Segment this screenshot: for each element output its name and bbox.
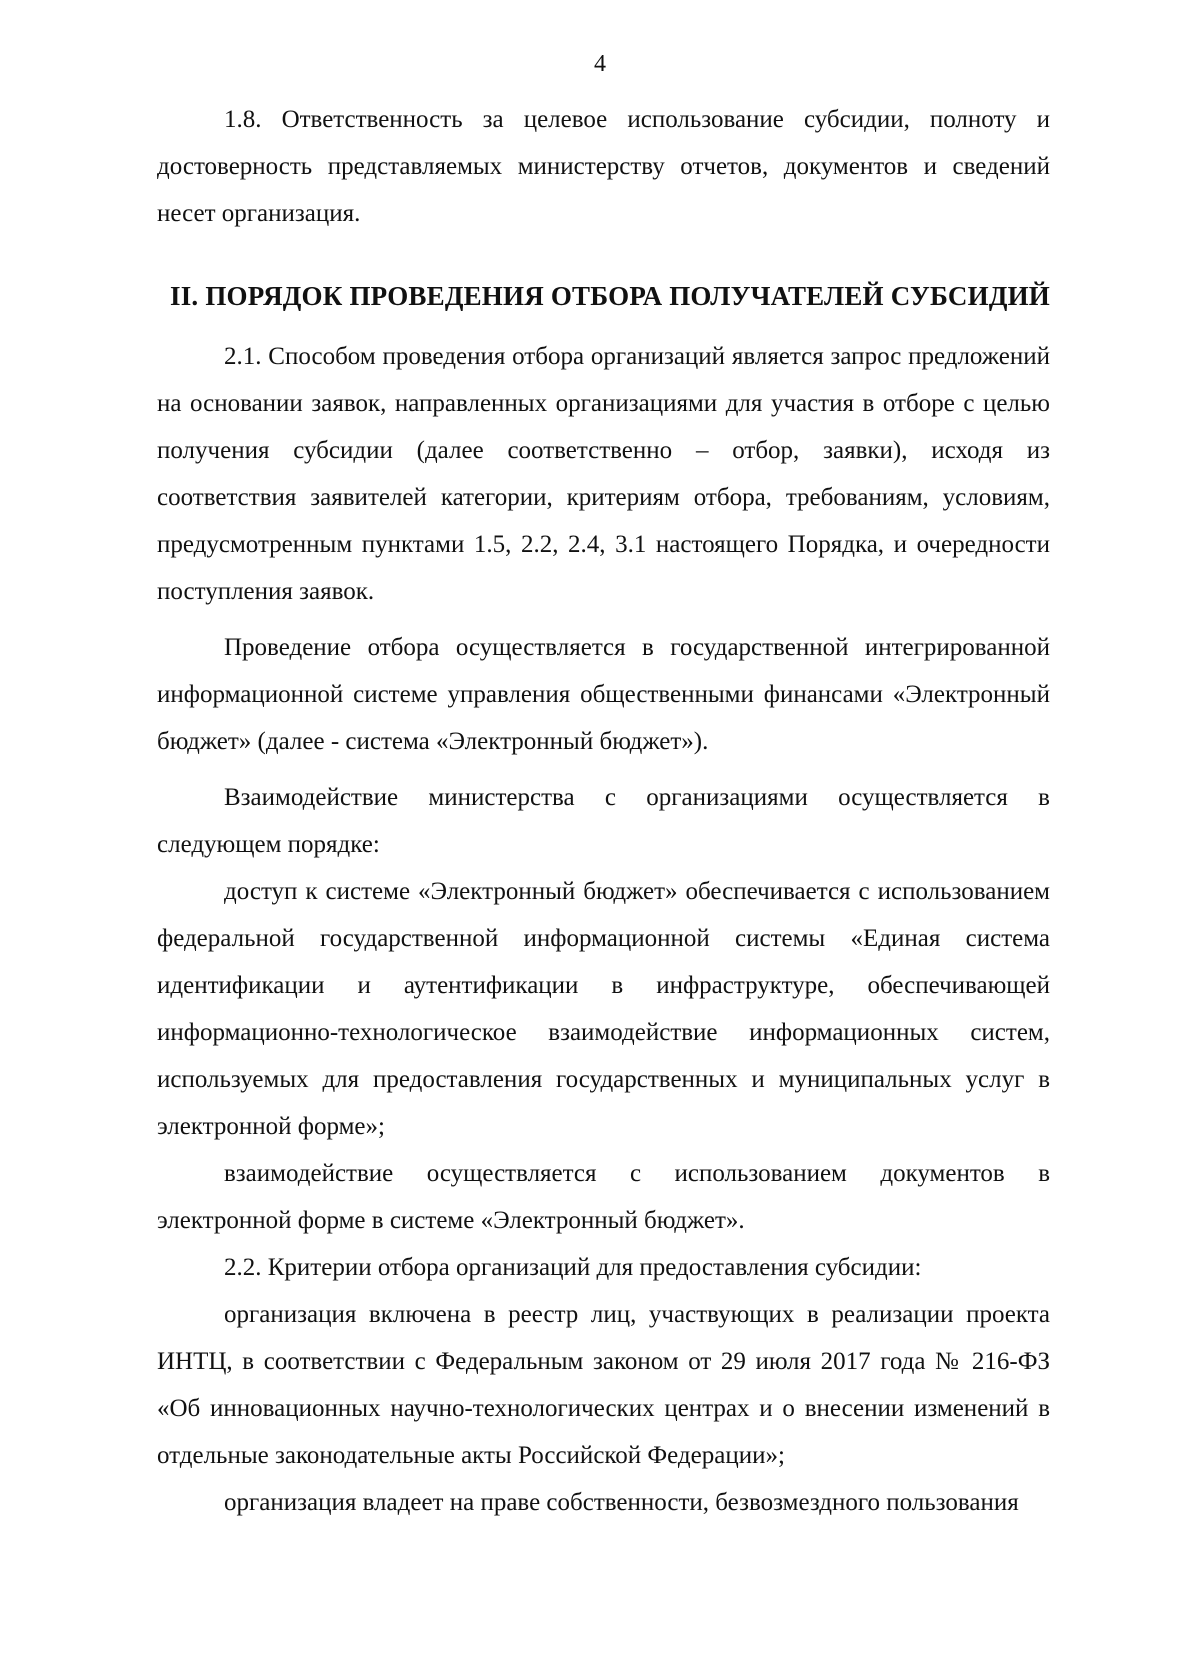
section-2-text: [157, 333, 1050, 1526]
paragraph-access: доступ к системе «Электронный бюджет» обеспечивается с использованием федеральной государственной информационной системы «Единая система идентификации и аутентификации в инфраструктуре, обеспечивающей информационно-технологическое взаимодействие информационных систем, используемых для предоставления государственных и муниципальных услуг в электронной форме»;: [157, 878, 1050, 1140]
paragraph-ownership: организация владеет на праве собственности, безвозмездного пользования: [224, 1489, 1019, 1516]
paragraph-2-2: 2.2. Критерии отбора организаций для предоставления субсидии:: [224, 1254, 922, 1281]
section-1-text: [157, 96, 1050, 237]
paragraph-2-1: 2.1. Способом проведения отбора организаций является запрос предложений на основании заявок, направленных организациями для участия в отборе с целью получения субсидии (далее соответственно – отбор, заявки), исходя из соответствия заявителей категории, критериям отбора, требованиям, условиям, предусмотренным пунктами 1.5, 2.2, 2.4, 3.1 настоящего Порядка, и очередности поступления заявок.: [157, 343, 1050, 605]
paragraph-electronic-budget: Проведение отбора осуществляется в государственной интегрированной информационной системе управления общественными финансами «Электронный бюджет» (далее - система «Электронный бюджет»).: [157, 634, 1050, 755]
paragraph-interaction: Взаимодействие министерства с организациями осуществляется в следующем порядке:: [157, 784, 1050, 858]
page-number: 4: [594, 51, 606, 77]
section-2-heading: II. ПОРЯДОК ПРОВЕДЕНИЯ ОТБОРА ПОЛУЧАТЕЛЕЙ СУБСИДИЙ: [170, 281, 1050, 311]
paragraph-documents: взаимодействие осуществляется с использованием документов в электронной форме в системе «Электронный бюджет».: [157, 1160, 1050, 1234]
paragraph-registry: организация включена в реестр лиц, участвующих в реализации проекта ИНТЦ, в соответствии с Федеральным законом от 29 июля 2017 года № 216-ФЗ «Об инновационных научно-технологических центрах и о внесении изменений в отдельные законодательные акты Российской Федерации»;: [157, 1301, 1050, 1469]
paragraph-1-8: 1.8. Ответственность за целевое использование субсидии, полноту и достоверность представляемых министерству отчетов, документов и сведений несет организация.: [157, 106, 1050, 227]
